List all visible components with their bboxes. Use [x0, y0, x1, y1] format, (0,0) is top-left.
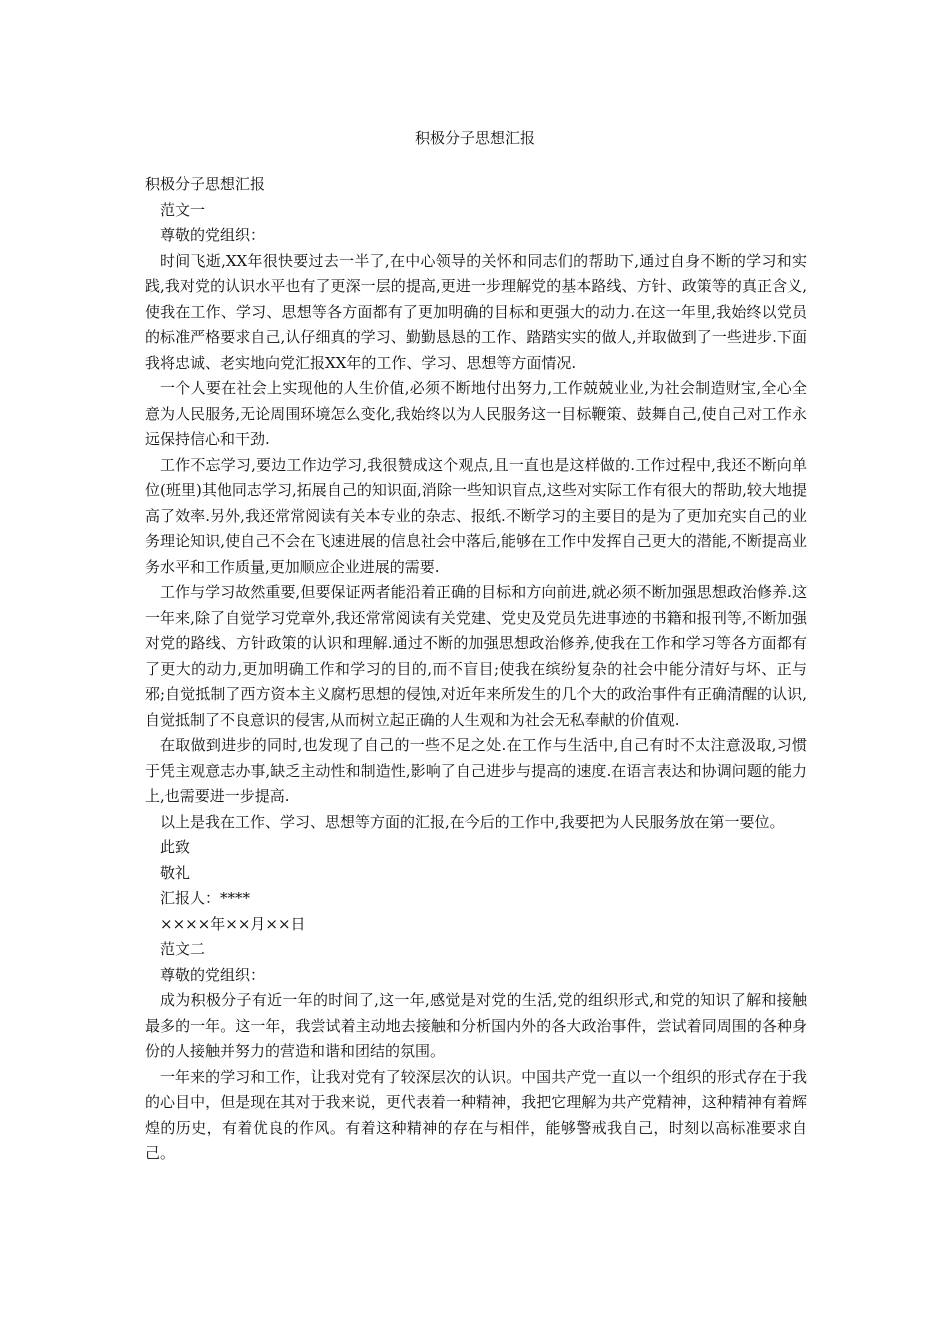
- sample-1-paragraph: 一个人要在社会上实现他的人生价值,必须不断地付出努力,工作兢兢业业,为社会制造财宝,全心全意为人民服务,无论周围环境怎么变化,我始终以为人民服务这一目标鞭策、鼓舞自己,使自己对工作永远保持信心和干劲.: [145, 379, 807, 448]
- sample-1-label: 范文一: [160, 200, 206, 219]
- sample-2-paragraph: 成为积极分子有近一年的时间了,这一年,感觉是对党的生活,党的组织形式,和党的知识了解和接触最多的一年。这一年，我尝试着主动地去接触和分析国内外的各大政治事件，尝试着同周围的各种身份的人接触并努力的营造和谐和团结的氛围。: [145, 991, 807, 1060]
- sample-1-paragraph: 时间飞逝,XX年很快要过去一半了,在中心领导的关怀和同志们的帮助下,通过自身不断的学习和实践,我对党的认识水平也有了更深一层的提高,更进一步理解党的基本路线、方针、政策等的真正含义,使我在工作、学习、思想等各方面都有了更加明确的目标和更强大的动力.在这一年里,我始终以党员的标准严格要求自己,认仔细真的学习、勤勤恳恳的工作、踏踏实实的做人,并取做到了一些进步.下面我将忠诚、老实地向党汇报XX年的工作、学习、思想等方面情况.: [145, 251, 807, 372]
- document-title: 积极分子思想汇报: [414, 129, 535, 147]
- section-heading: 积极分子思想汇报: [145, 175, 266, 193]
- sample-1-paragraph: 以上是我在工作、学习、思想等方面的汇报,在今后的工作中,我要把为人民服务放在第一要位。: [160, 812, 785, 831]
- sample-2-salutation: 尊敬的党组织：: [160, 965, 266, 984]
- sample-2-paragraph: 一年来的学习和工作，让我对党有了较深层次的认识。中国共产党一直以一个组织的形式存在于我的心目中，但是现在其对于我来说，更代表着一种精神，我把它理解为共产党精神，这种精神有着辉煌的历史，有着优良的作风。有着这种精神的存在与相伴，能够警戒我自己，时刻以高标准要求自己。: [145, 1067, 807, 1162]
- sample-1-salutation: 尊敬的党组织：: [160, 226, 266, 244]
- closing-line: 此致: [160, 838, 191, 856]
- sample-2-label: 范文二: [160, 940, 206, 958]
- date-line: ××××年××月××日: [160, 914, 306, 933]
- reporter-line: 汇报人：****: [160, 889, 251, 907]
- sample-1-paragraph: 工作不忘学习,要边工作边学习,我很赞成这个观点,且一直也是这样做的.工作过程中,我还不断向单位(班里)其他同志学习,拓展自己的知识面,消除一些知识盲点,这些对实际工作有很大的帮助,较大地提高了效率.另外,我还常常阅读有关本专业的杂志、报纸.不断学习的主要目的是为了更加充实自己的业务理论知识,使自己不会在飞速进展的信息社会中落后,能够在工作中发挥自己更大的潜能,不断提高业务水平和工作质量,更加顺应企业进展的需要.: [145, 455, 807, 576]
- closing-line: 敬礼: [160, 863, 191, 882]
- sample-1-paragraph: 在取做到进步的同时,也发现了自己的一些不足之处.在工作与生活中,自己有时不太注意汲取,习惯于凭主观意志办事,缺乏主动性和制造性,影响了自己进步与提高的速度.在语言表达和协调问题的能力上,也需要进一步提高.: [145, 736, 807, 805]
- document-body: [145, 172, 807, 1167]
- sample-1-paragraph: 工作与学习故然重要,但要保证两者能沿着正确的目标和方向前进,就必须不断加强思想政治修养.这一年来,除了自觉学习党章外,我还常常阅读有关党建、党史及党员先进事迹的书籍和报刊等,不断加强对党的路线、方针政策的认识和理解.通过不断的加强思想政治修养,使我在工作和学习等各方面都有了更大的动力,更加明确工作和学习的目的,而不盲目;使我在缤纷复杂的社会中能分清好与坏、正与邪;自觉抵制了西方资本主义腐朽思想的侵蚀,对近年来所发生的几个大的政治事件有正确清醒的认识,自觉抵制了不良意识的侵害,从而树立起正确的人生观和为社会无私奉献的价值观.: [145, 583, 807, 729]
